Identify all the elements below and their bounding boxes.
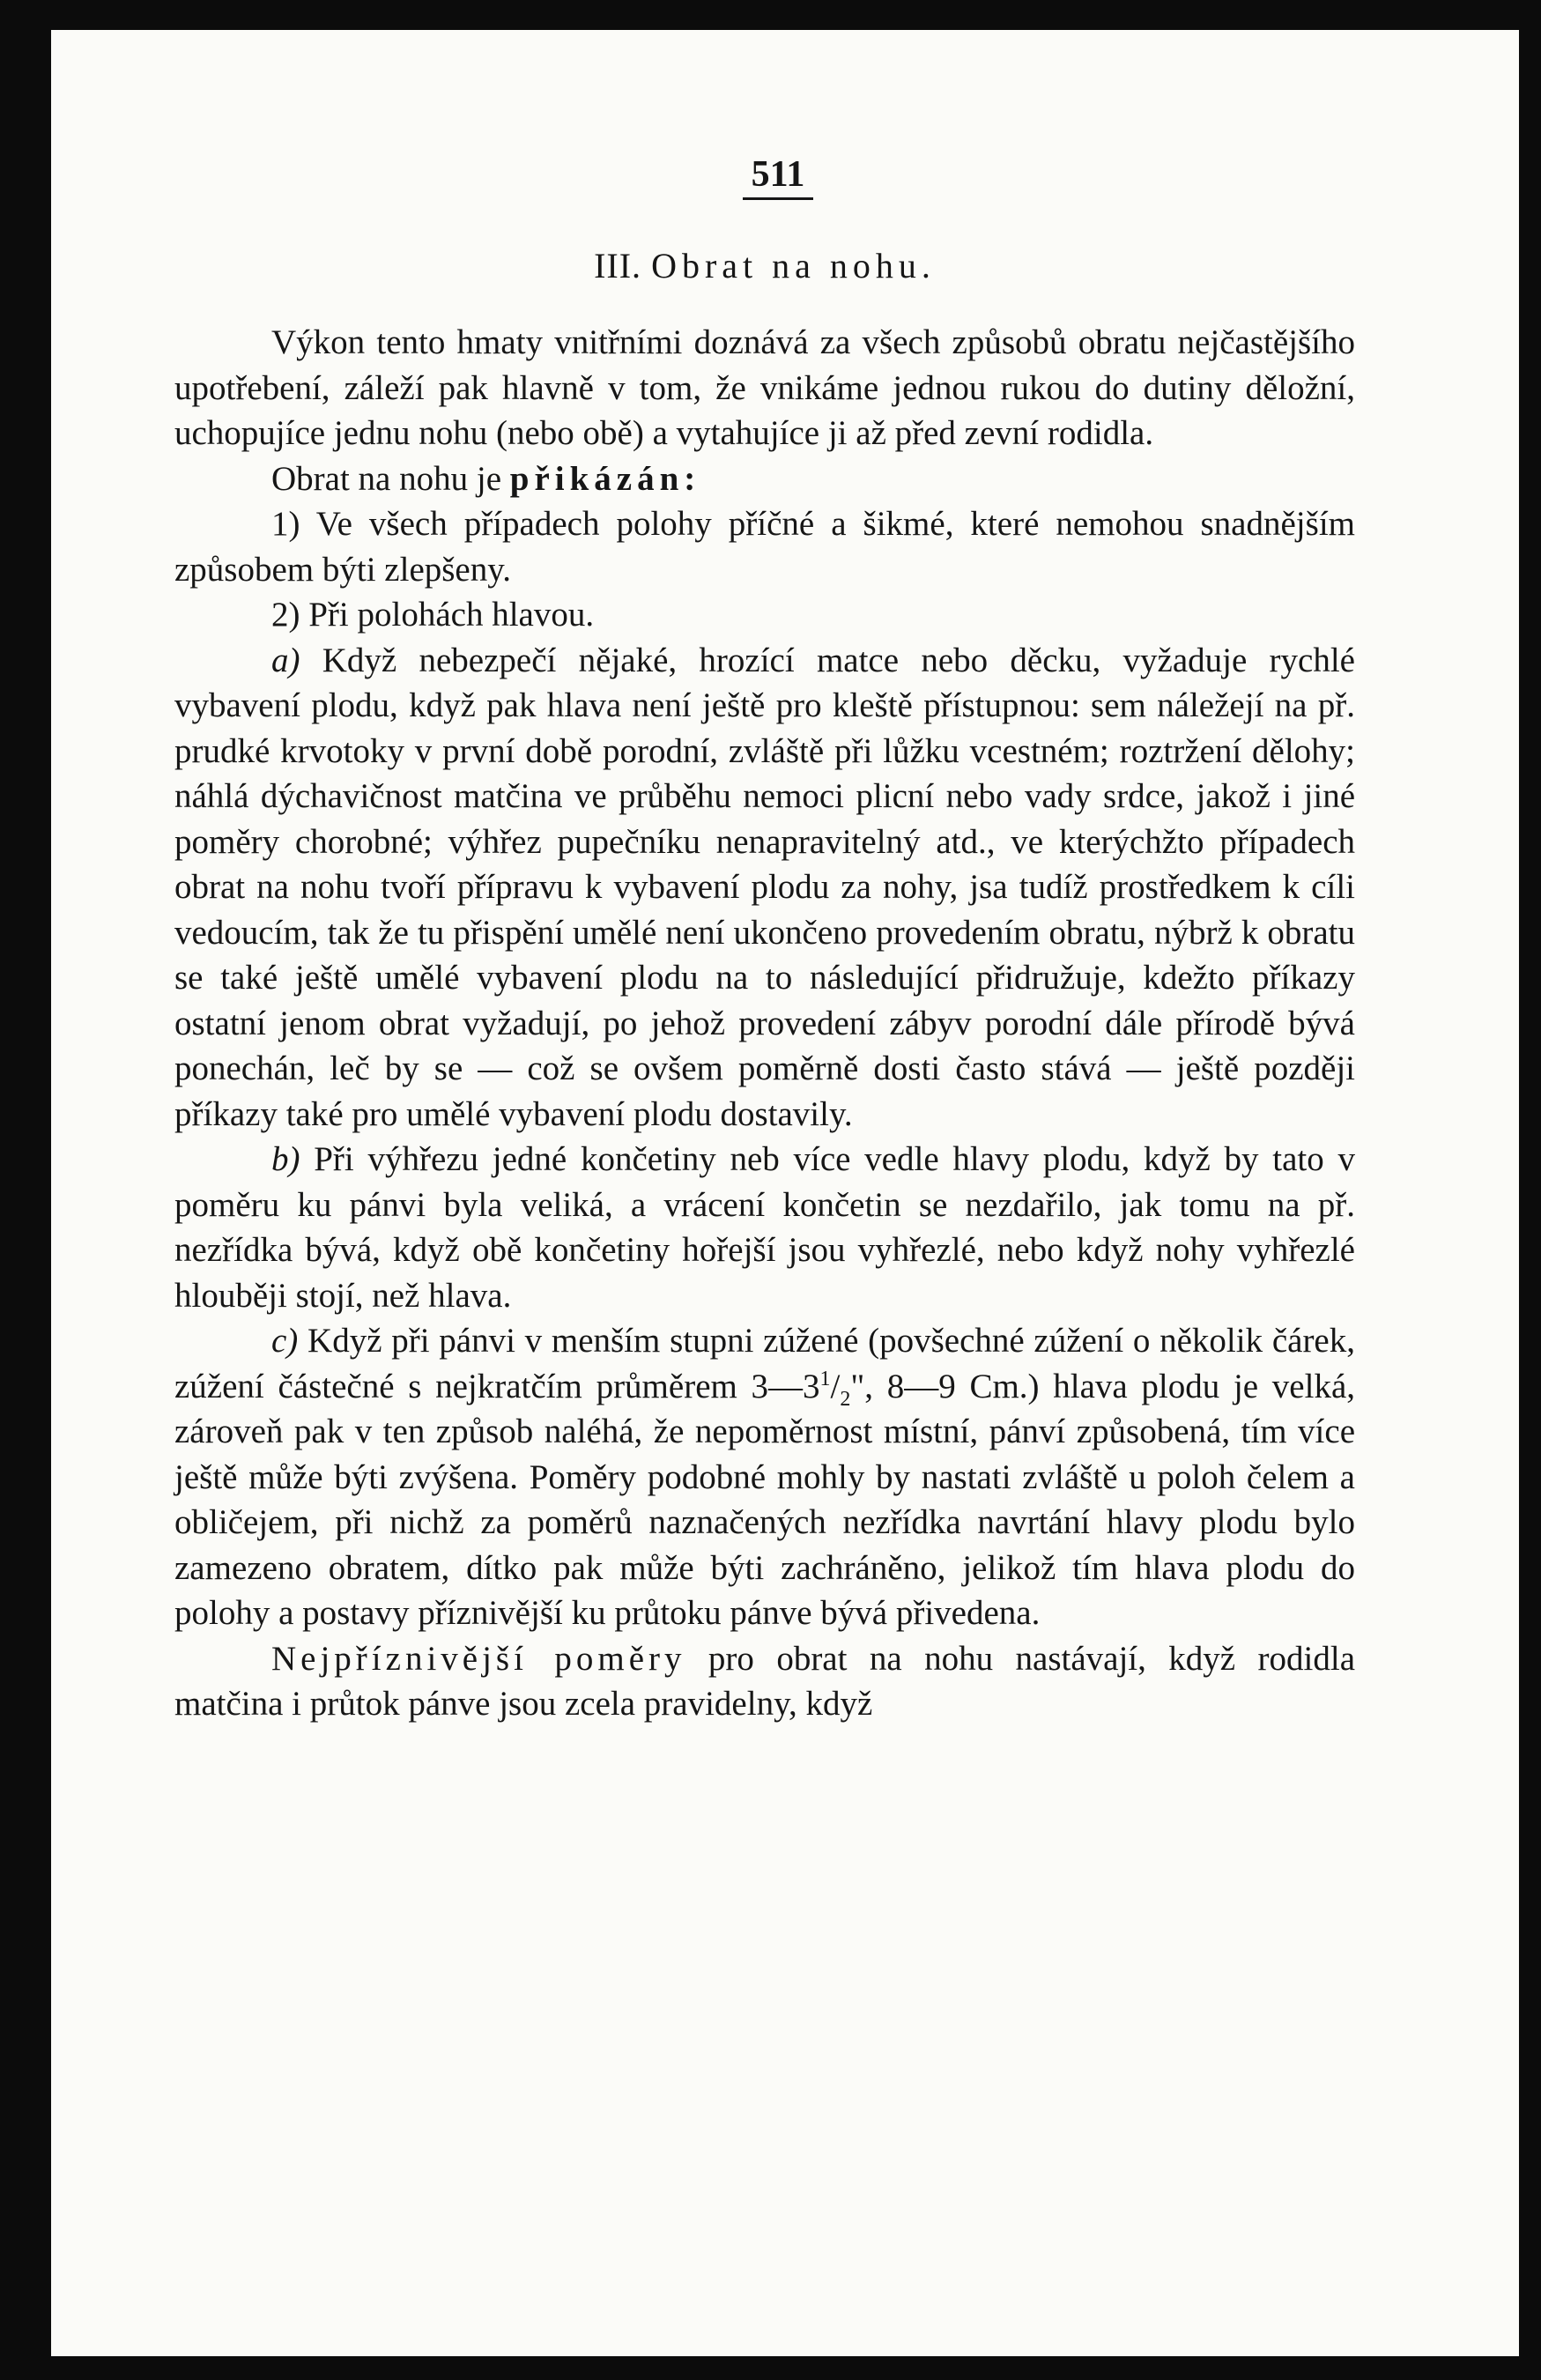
indication-heading bbox=[174, 456, 1355, 502]
subitem-b-text: Při výhřezu jedné končetiny neb více vedle hlavy plodu, když by tato v poměru ku pánvi byla veliká, a vrácení končetin se nezdařilo, jak tomu na př. nezřídka bývá, když obě končetiny hořejší jsou vyhřezlé, nebo když nohy vyhřezlé hlouběji stojí, než hlava. bbox=[174, 1140, 1355, 1315]
book-page bbox=[51, 30, 1519, 2356]
subitem-b-label: b) bbox=[271, 1140, 300, 1178]
section-numeral: III. bbox=[594, 246, 642, 285]
fraction-denominator: 2 bbox=[840, 1387, 851, 1411]
page-number bbox=[201, 153, 1355, 199]
subitem-a bbox=[174, 638, 1355, 1138]
favorable-keyword: Nejpříznivější poměry bbox=[271, 1639, 686, 1678]
subitem-a-text: Když nebezpečí nějaké, hrozící matce nebo děcku, vyžaduje rychlé vybavení plodu, když pak hlava není ještě pro kleště přístupnou: sem náležejí na př. prudké krvotoky v první době porodní, zvláště při lůžku vcestném; roztržení dělohy; náhlá dýchavičnost matčina ve průběhu nemoci plicní nebo vady srdce, jakož i jiné poměry chorobné; výhřez pupečníku nenapravitelný atd., ve kterýchžto případech obrat na nohu tvoří přípravu k vybavení plodu za nohy, jsa tudíž prostředkem k cíli vedoucím, tak že tu přispění umělé není ukončeno provedením obratu, nýbrž k obratu se také ještě umělé vybavení plodu na to následující přidružuje, kdežto příkazy ostatní jenom obrat vyžadují, po jehož provedení zábyv porodní dále přírodě bývá ponechán, leč by se — což se ovšem poměrně dosti často stává — ještě později příkazy také pro umělé vybavení plodu dostavily. bbox=[174, 641, 1355, 1133]
indication-keyword: přikázán: bbox=[509, 459, 701, 498]
favorable-text: pro obrat na nohu nastávají, když rodidla matčina i průtok pánve jsou zcela pravidelny, když bbox=[174, 1639, 1355, 1723]
subitem-b bbox=[174, 1137, 1355, 1318]
subitem-c-text-1: Když při pánvi v menším stupni zúžené (povšechné zúžení o několik čárek, zúžení částečné s nejkratčím průměrem 3—3 bbox=[174, 1322, 1355, 1405]
favorable-paragraph bbox=[174, 1636, 1355, 1727]
indication-item-2: 2) Při polohách hlavou. bbox=[271, 596, 595, 634]
section-title-text: Obrat na nohu. bbox=[651, 246, 936, 285]
subitem-c: c) Když při pánvi v menším stupni zúžené (povšechné zúžení o několik čárek, zúžení částečné s nejkratčím průměrem $3—3^1/_2$", 8—9 Cm.) hlava plodu je velká, zároveň pak v ten způsob naléhá, že nepoměrnost místní, pánví způsobená, tím více ještě může býti zvýšena. Poměry podobné mohly by nastati zvláště u poloh čelem a obličejem, při nichž za poměrů naznačených nezřídka navrtání hlavy plodu bylo zamezeno obratem, dítko pak může býti zachráněno, jelikož tím hlava plodu do polohy a postavy příznivější ku průtoku pánve bývá přivedena. bbox=[174, 1322, 1355, 1632]
subitem-c-label: c) bbox=[271, 1322, 299, 1360]
fraction-numerator: 1 bbox=[819, 1367, 831, 1390]
indication-lead: Obrat na nohu je bbox=[271, 459, 510, 498]
subitem-c-text-2: ", 8—9 Cm.) hlava plodu je velká, zároveň pak v ten způsob naléhá, že nepoměrnost místní, pánví způsobená, tím více ještě může býti zvýšena. Poměry podobné mohly by nastati zvláště u poloh čelem a obličejem, při nichž za poměrů naznačených nezřídka navrtání hlavy plodu bylo zamezeno obratem, dítko pak může býti zachráněno, jelikož tím hlava plodu do polohy a postavy příznivější ku průtoku pánve bývá přivedena. bbox=[174, 1367, 1355, 1632]
intro-paragraph: Výkon tento hmaty vnitřními doznává za všech způsobů obratu nejčastějšího upotřebení, záleží pak hlavně v tom, že vnikáme jednou rukou do dutiny děložní, uchopujíce jednu nohu (nebo obě) a vytahujíce ji až před zevní rodidla. bbox=[174, 323, 1355, 452]
subitem-a-label: a) bbox=[271, 641, 300, 679]
section-title bbox=[174, 245, 1355, 286]
page-number-value: 511 bbox=[743, 155, 814, 200]
page-text bbox=[174, 153, 1355, 1727]
indication-item-1: 1) Ve všech případech polohy příčné a šikmé, které nemohou snadnějším způsobem býti zlepšeny. bbox=[174, 505, 1355, 589]
